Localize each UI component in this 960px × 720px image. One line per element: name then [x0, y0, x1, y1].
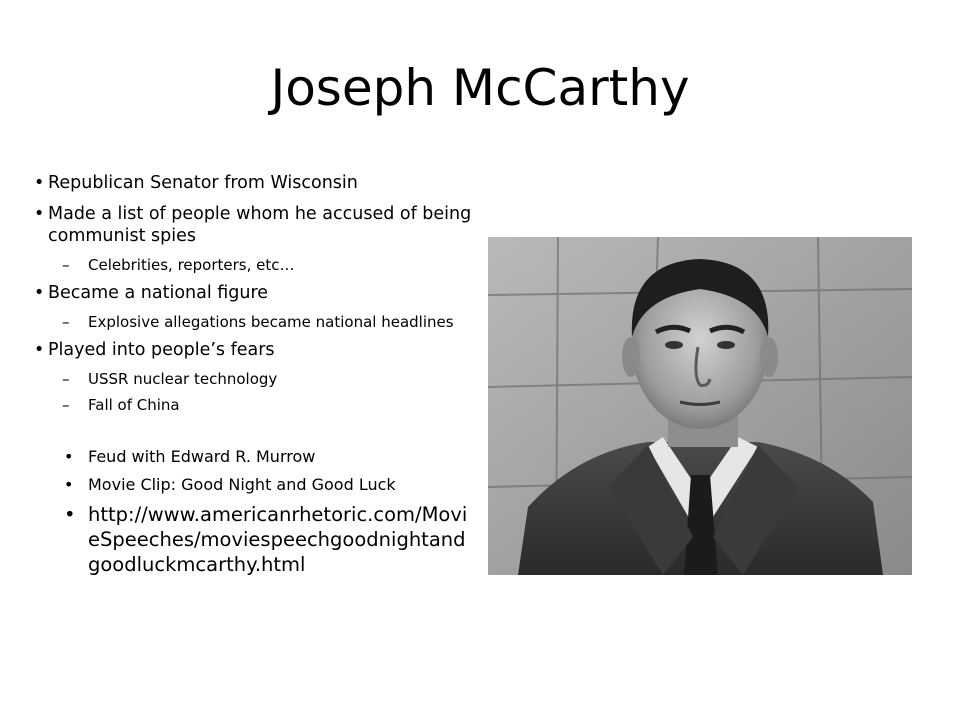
movie-clip-link[interactable]: http://www.americanrhetoric.com/MovieSpeeches/moviespeechgoodnightandgoodluckmcarthy.html: [88, 503, 468, 576]
bullet-text: Feud with Edward R. Murrow: [88, 447, 316, 466]
dash-marker: –: [62, 313, 70, 331]
bullet-marker: •: [64, 447, 74, 466]
bullet-item: [34, 446, 474, 468]
portrait-photo: [488, 237, 912, 575]
sub-bullet-item: [34, 313, 474, 332]
sub-bullet-text: USSR nuclear technology: [88, 370, 278, 388]
bullet-marker: •: [64, 475, 74, 494]
bullet-item: [34, 203, 474, 247]
sub-bullet-text: Celebrities, reporters, etc…: [88, 256, 295, 274]
sub-bullet-item: [34, 370, 474, 389]
bullet-item: [34, 172, 474, 194]
bullet-item: [34, 474, 474, 496]
bullet-marker: •: [34, 340, 45, 360]
link-bullet[interactable]: [34, 502, 468, 577]
dash-marker: –: [62, 396, 70, 414]
dash-marker: –: [62, 256, 70, 274]
bullet-marker: •: [34, 173, 45, 193]
bullet-marker: •: [64, 503, 76, 526]
bullet-text: Republican Senator from Wisconsin: [48, 173, 358, 193]
sub-bullet-text: Fall of China: [88, 396, 180, 414]
bullet-marker: •: [34, 283, 45, 303]
slide-title: Joseph McCarthy: [270, 59, 690, 117]
sub-bullet-item: [34, 396, 474, 415]
bullet-item: [34, 282, 474, 304]
bullet-text: Movie Clip: Good Night and Good Luck: [88, 475, 396, 494]
bullet-text: Made a list of people whom he accused of being communist spies: [48, 204, 472, 246]
sub-bullet-item: [34, 256, 474, 275]
bullet-item: [34, 339, 474, 361]
dash-marker: –: [62, 370, 70, 388]
sub-bullet-text: Explosive allegations became national headlines: [88, 313, 454, 331]
bullet-marker: •: [34, 204, 45, 224]
bullet-text: Played into people’s fears: [48, 340, 275, 360]
slide-body: [34, 172, 474, 577]
bullet-text: Became a national figure: [48, 283, 269, 303]
